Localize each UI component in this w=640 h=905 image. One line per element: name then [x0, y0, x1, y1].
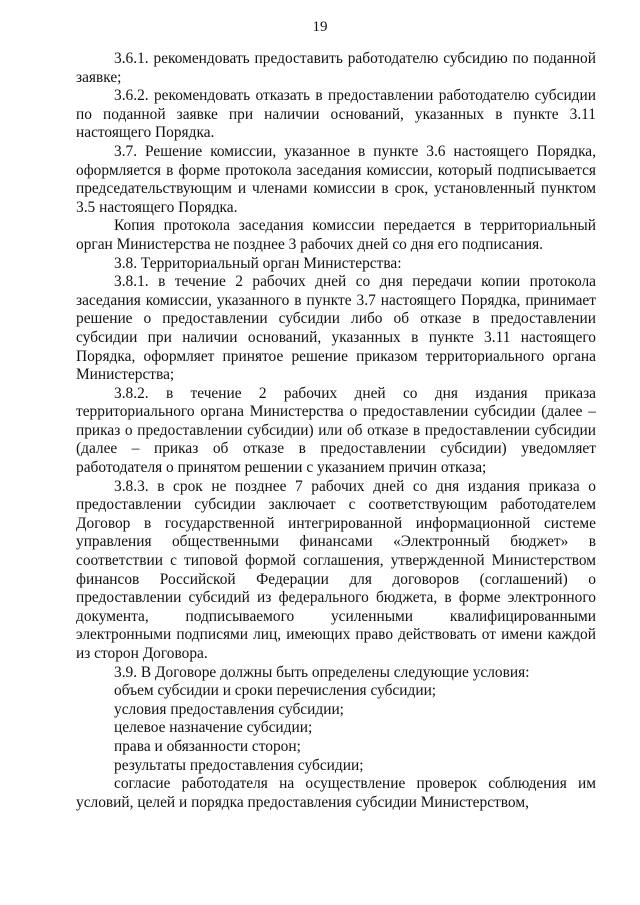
list-item-subsidy-results: результаты предоставления субсидии; — [114, 756, 364, 774]
paragraph-3-8-3: 3.8.3. в срок не позднее 7 рабочих дней со дня издания приказа о предоставлении субсидии заключает с соответствующим работодателем Договор в государственной интегрированной информационной системе управления общественными финансами «Электронный бюджет» в соответствии с типовой формой соглашения, утвержденной Министерством финансов Российской Федерации для договоров (соглашений) о предоставлении субсидий из федерального бюджета, в форме электронного документа, подписываемого усиленными квалифицированными электронными подписями лиц, имеющих право действовать от имени каждой из сторон Договора. — [76, 477, 596, 662]
list-item-rights-obligations: права и обязанности сторон; — [114, 737, 301, 755]
paragraph-3-9: 3.9. В Договоре должны быть определены следующие условия: — [114, 663, 530, 681]
list-item-subsidy-conditions: условия предоставления субсидии; — [114, 700, 344, 718]
paragraph-3-8: 3.8. Территориальный орган Министерства: — [114, 254, 402, 272]
page-number: 19 — [312, 19, 328, 35]
paragraph-employer-consent: согласие работодателя на осуществление проверок соблюдения им условий, целей и порядка предоставления субсидии Министерством, — [76, 775, 596, 811]
document-body — [76, 50, 596, 812]
paragraph-3-7: 3.7. Решение комиссии, указанное в пункте 3.6 настоящего Порядка, оформляется в форме протокола заседания комиссии, который подписывается председательствующим и членами комиссии в срок, установленный пунктом 3.5 настоящего Порядка. — [76, 142, 596, 216]
paragraph-3-8-2: 3.8.2. в течение 2 рабочих дней со дня издания приказа территориального органа Министерства о предоставлении субсидии (далее – приказ о предоставлении субсидии) или об отказе в предоставлении субсидии (далее – приказ об отказе в предоставлении субсидии) уведомляет работодателя о принятом решении с указанием причин отказа; — [76, 384, 596, 477]
paragraph-3-6-2: 3.6.2. рекомендовать отказать в предоставлении работодателю субсидии по поданной заявке при наличии оснований, указанных в пункте 3.11 настоящего Порядка. — [76, 87, 596, 142]
list-item-subsidy-purpose: целевое назначение субсидии; — [114, 719, 313, 737]
paragraph-3-6-1: 3.6.1. рекомендовать предоставить работодателю субсидию по поданной заявке; — [76, 50, 596, 86]
paragraph-protocol-copy: Копия протокола заседания комиссии передается в территориальный орган Министерства не позднее 3 рабочих дней со дня его подписания. — [76, 217, 596, 253]
paragraph-3-8-1: 3.8.1. в течение 2 рабочих дней со дня передачи копии протокола заседания комиссии, указанного в пункте 3.7 настоящего Порядка, принимает решение о предоставлении субсидии либо об отказе в предоставлении субсидии при наличии оснований, указанных в пункте 3.11 настоящего Порядка, оформляет принятое решение приказом территориального органа Министерства; — [76, 273, 596, 384]
list-item-subsidy-volume: объем субсидии и сроки перечисления субсидии; — [114, 682, 437, 700]
